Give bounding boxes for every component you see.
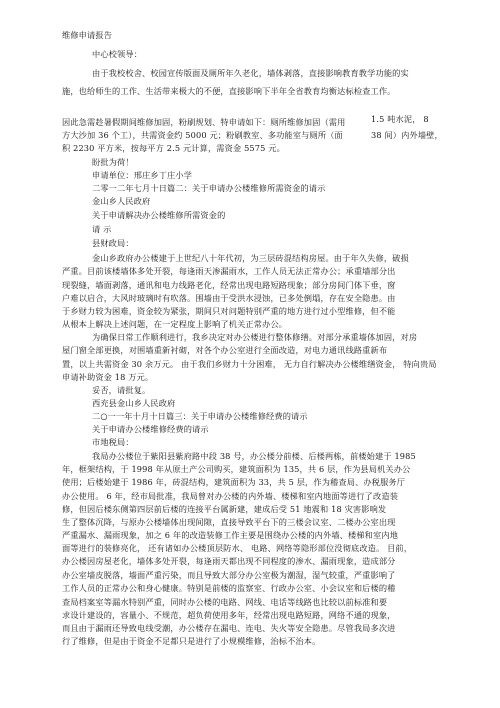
text-line: 二○一一年十月十日篇三：关于申请办公楼维修经费的请示 (92, 411, 308, 421)
text-line: 关于申请解决办公楼维修所需资金的 (92, 210, 226, 220)
text-line: 金山乡政府办公楼建于上世纪八十年代初，为三层砖混结构房屋。由于年久失修，破损 (92, 253, 409, 263)
text-line: 1.5 吨水泥， 8 (371, 114, 429, 124)
text-line: 求设计建设的，容量小、不规范，超负荷使用多年，经常出现电路短路，网络不通的现象， (62, 610, 396, 620)
text-line: 请 示 (92, 224, 112, 234)
text-line: 办公楼因房屋老化，墙体多处开裂，每逢雨天都出现不同程度的渗水、漏雨现象，造成部分 (62, 556, 396, 566)
text-line: 申请单位：邢庄乡丁庄小学 (92, 170, 193, 180)
text-line: 38 间）内外墙壁， (371, 130, 443, 140)
text-line: 因此急需趁暑假期间维修加固，粉刷规划、特申请如下：厕所维修加固（需用 (62, 117, 346, 127)
text-line: 县财政局： (92, 238, 134, 248)
text-line: 行了维修，但是由于资金不足都只是进行了小规模维修，治标不治本。 (62, 636, 321, 646)
text-line: 中心校领导： (92, 49, 143, 59)
text-line: 使用；后楼始建于 1986 年，砖混结构，建筑面积为 33，共 5 层，作为稽查局、办税服务厅 (62, 477, 406, 487)
text-line: 妥否，请批复。 (92, 385, 151, 395)
text-line: 办公室墙皮脱落，墙面严重污染，而且导致大部分办公室极为潮湿，湿气较重，严重影响了 (62, 570, 396, 580)
text-line: 施，也给师生的工作、生活带来极大的不便，直接影响下半年全省教育均衡达标检查工作。 (62, 86, 396, 96)
text-line: 修，但因后楼东侧第四层前后楼的连接平台属新建，建成后受 51 地震和 18 灾害影响发 (62, 504, 387, 514)
text-line: 现裂缝，墙面剥落，通讯和电力线路老化，经常出现电路短路现象；部分房间门体下垂，窗 (62, 280, 396, 290)
text-line: 我局办公楼位于紫阳县紫府路中段 38 号，办公楼分前楼、后楼两栋，前楼始建于 1985 (92, 451, 416, 461)
text-line: 二零一二年七月十日篇二：关于申请办公楼维修所需资金的请示 (92, 183, 326, 193)
text-line: 而且由于漏雨还导致电线受潮，办公楼存在漏电、连电、失火等安全隐患。尽管我局多次进 (62, 623, 396, 633)
text-line: 办公使用。 6 年，经市局批准，我局曾对办公楼的内外墙、楼梯和室内地面等进行了改造装 (62, 491, 399, 501)
text-line: 市地税局： (92, 437, 134, 447)
text-line: 关于申请办公楼维修经费的请示 (92, 424, 209, 434)
text-line: 严重。目前该楼墙体多处开裂，每逢雨天渗漏雨水，工作人员无法正常办公；承重墙部分出 (62, 266, 396, 276)
text-line: 于乡财力较为困难，资金较为紧张，期间只对问题特别严重的地方进行过小型维修，但不能 (62, 306, 396, 316)
text-line: 年，框架结构，于 1998 年从原土产公司购买，建筑面积为 135，共 6 层，作为县局机关办公 (62, 464, 411, 474)
text-line: 金山乡人民政府 (92, 196, 151, 206)
text-line: 面等进行的装修亮化， 还有诸如办公楼顶层防水、 电路、网络等隐形部位没彻底改造。 目前， (62, 543, 413, 553)
text-line: 从根本上解决上述问题，在一定程度上影响了机关正常办公。 (62, 319, 288, 329)
text-line: 方大沙加 36 个工），共需资金约 5000 元；粉刷教室、多功能室与厕所（面 (62, 130, 343, 140)
text-line: 盼批为荷！ (92, 157, 134, 167)
text-line: 严重漏水、漏雨现象，加之 6 年的改造装修工作主要是围绕办公楼的内外墙、楼梯和室内地 (62, 530, 399, 540)
text-line: 为确保日常工作顺利进行，我乡决定对办公楼进行整体修缮。对部分承重墙体加固，对房 (92, 332, 418, 342)
text-line: 工作人员的正常办公和身心健康。特别是前楼的监察室、行政办公室、小会议室和后楼的稽 (62, 583, 396, 593)
text-line: 申请补助资金 18 万元。 (62, 372, 154, 382)
text-line: 生了整体沉降，与原办公楼墙体出现间隙，直接导致平台下的三楼会议室、二楼办公室出现 (62, 517, 396, 527)
text-line: 维修申请报告 (62, 30, 113, 40)
text-line: 置，以上共需资金 30 余万元。 由于我们乡财力十分困难， 无力自行解决办公楼维缮资金， 特向贵局 (62, 359, 437, 369)
text-line: 由于我校校舍、校园宣传版面及厕所年久老化，墙体剥落，直接影响教育教学功能的实 (92, 68, 409, 78)
text-line: 积 2230 平方米，按每平方 2.5 元计算，需资金 5575 元。 (62, 143, 285, 153)
text-line: 户难以启合，大风时玻璃时有吹落。围墙由于受洪水浸蚀，已多处倒塌，存在安全隐患。由 (62, 293, 396, 303)
text-line: 查局档案室等漏水特别严重，同时办公楼的电路、网线、电话等线路也比较以前标准和要 (62, 597, 388, 607)
text-line: 西充县金山乡人民政府 (92, 398, 176, 408)
text-line: 屋门窗全部更换，对围墙重新衬砌，对各个办公室进行全面改造，对电力通讯线路重新布 (62, 345, 388, 355)
